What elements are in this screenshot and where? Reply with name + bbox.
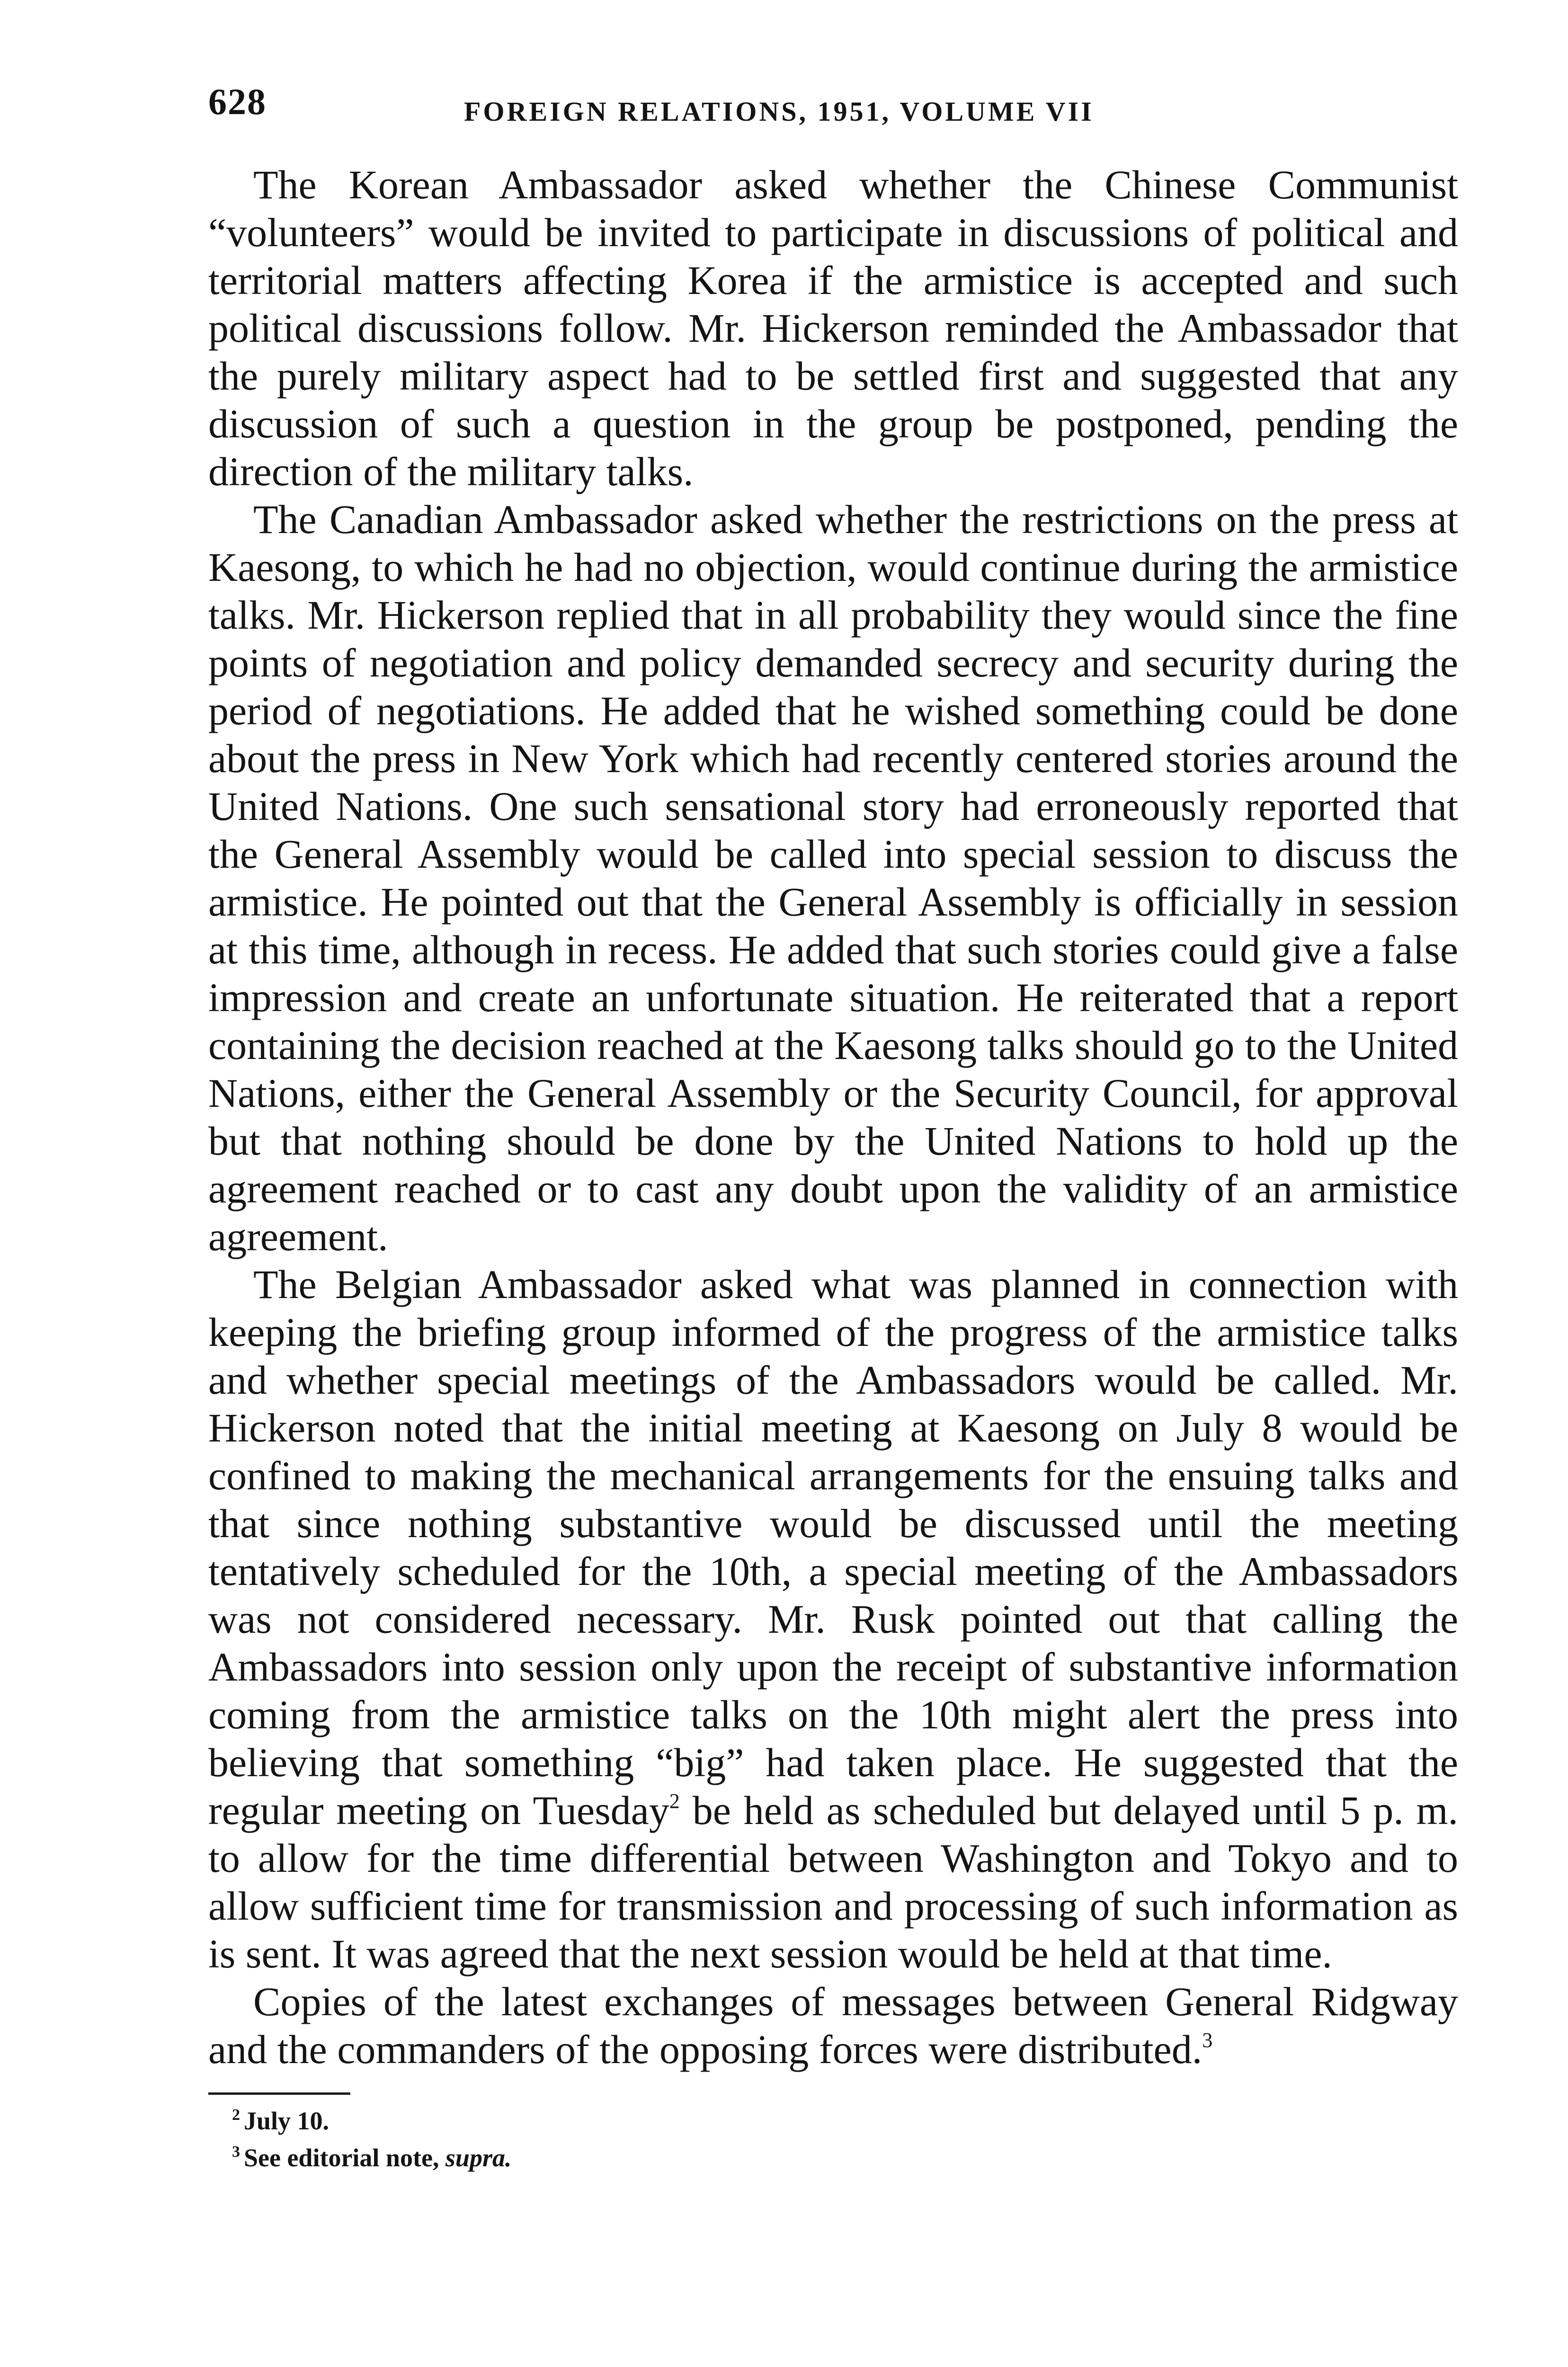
page-header — [208, 71, 1458, 142]
paragraph-canadian-ambassador: The Canadian Ambassador asked whether the restrictions on the press at Kaesong, to which he had no objection, would continue during the armistice talks. Mr. Hickerson replied that in all probability they would since the fine points of negotiation and policy demanded secrecy and security during the period of negotiations. He added that he wished something could be done about the press in New York which had recently centered stories around the United Nations. One such sensational story had erroneously reported that the General Assembly would be called into special session to discuss the armistice. He pointed out that the General Assembly is officially in session at this time, although in recess. He added that such stories could give a false impression and create an unfortunate situation. He reiterated that a report containing the decision reached at the Kaesong talks should go to the United Nations, either the General Assembly or the Security Council, for approval but that nothing should be done by the United Nations to hold up the agreement reached or to cast any doubt upon the validity of an armistice agreement. — [208, 497, 1458, 1259]
footnote-ref-2: 2 — [669, 1789, 680, 1813]
paragraph-copies-distributed: Copies of the latest exchanges of messages between General Ridgway and the commanders of the opposing forces were distributed.$^3$ — [208, 1979, 1458, 2072]
footnote-divider — [208, 2092, 350, 2095]
footnote-mark: 3 — [232, 2143, 240, 2161]
footnote-2 — [208, 2100, 1458, 2136]
footnote-3 — [208, 2136, 1458, 2173]
page-number: 628 — [208, 81, 267, 122]
document-page — [208, 71, 1458, 2367]
footnote-ref-3: 3 — [1202, 2029, 1213, 2052]
body-text — [208, 161, 1458, 2073]
paragraph-korean-ambassador: The Korean Ambassador asked whether the Chinese Communist “volunteers” would be invited to participate in discussions of political and territorial matters affecting Korea if the armistice is accepted and such political discussions follow. Mr. Hickerson reminded the Ambassador that the purely military aspect had to be settled first and suggested that any discussion of such a question in the group be postponed, pending the direction of the military talks. — [208, 162, 1458, 494]
paragraph-belgian-ambassador: The Belgian Ambassador asked what was planned in connection with keeping the briefing group informed of the progress of the armistice talks and whether special meetings of the Ambassadors would be called. Mr. Hickerson noted that the initial meeting at Kaesong on July 8 would be confined to making the mechanical arrangements for the ensuing talks and that since nothing substantive would be discussed until the meeting tentatively scheduled for the 10th, a special meeting of the Ambassadors was not considered necessary. Mr. Rusk pointed out that calling the Ambassadors into session only upon the receipt of substantive information coming from the armistice talks on the 10th might alert the press into believing that something “big” had taken place. He suggested that the regular meeting on Tuesday$^2$ be held as scheduled but delayed until 5 p. m. to allow for the time differential between Washington and Tokyo and to allow sufficient time for transmission and processing of such information as is sent. It was agreed that the next session would be held at that time. — [208, 1262, 1458, 1976]
footnote-text: July 10. — [244, 2107, 330, 2135]
footnote-mark: 2 — [232, 2106, 240, 2124]
footnote-text: See editorial note, supra. — [244, 2144, 512, 2172]
running-head: FOREIGN RELATIONS, 1951, VOLUME VII — [464, 96, 1094, 127]
